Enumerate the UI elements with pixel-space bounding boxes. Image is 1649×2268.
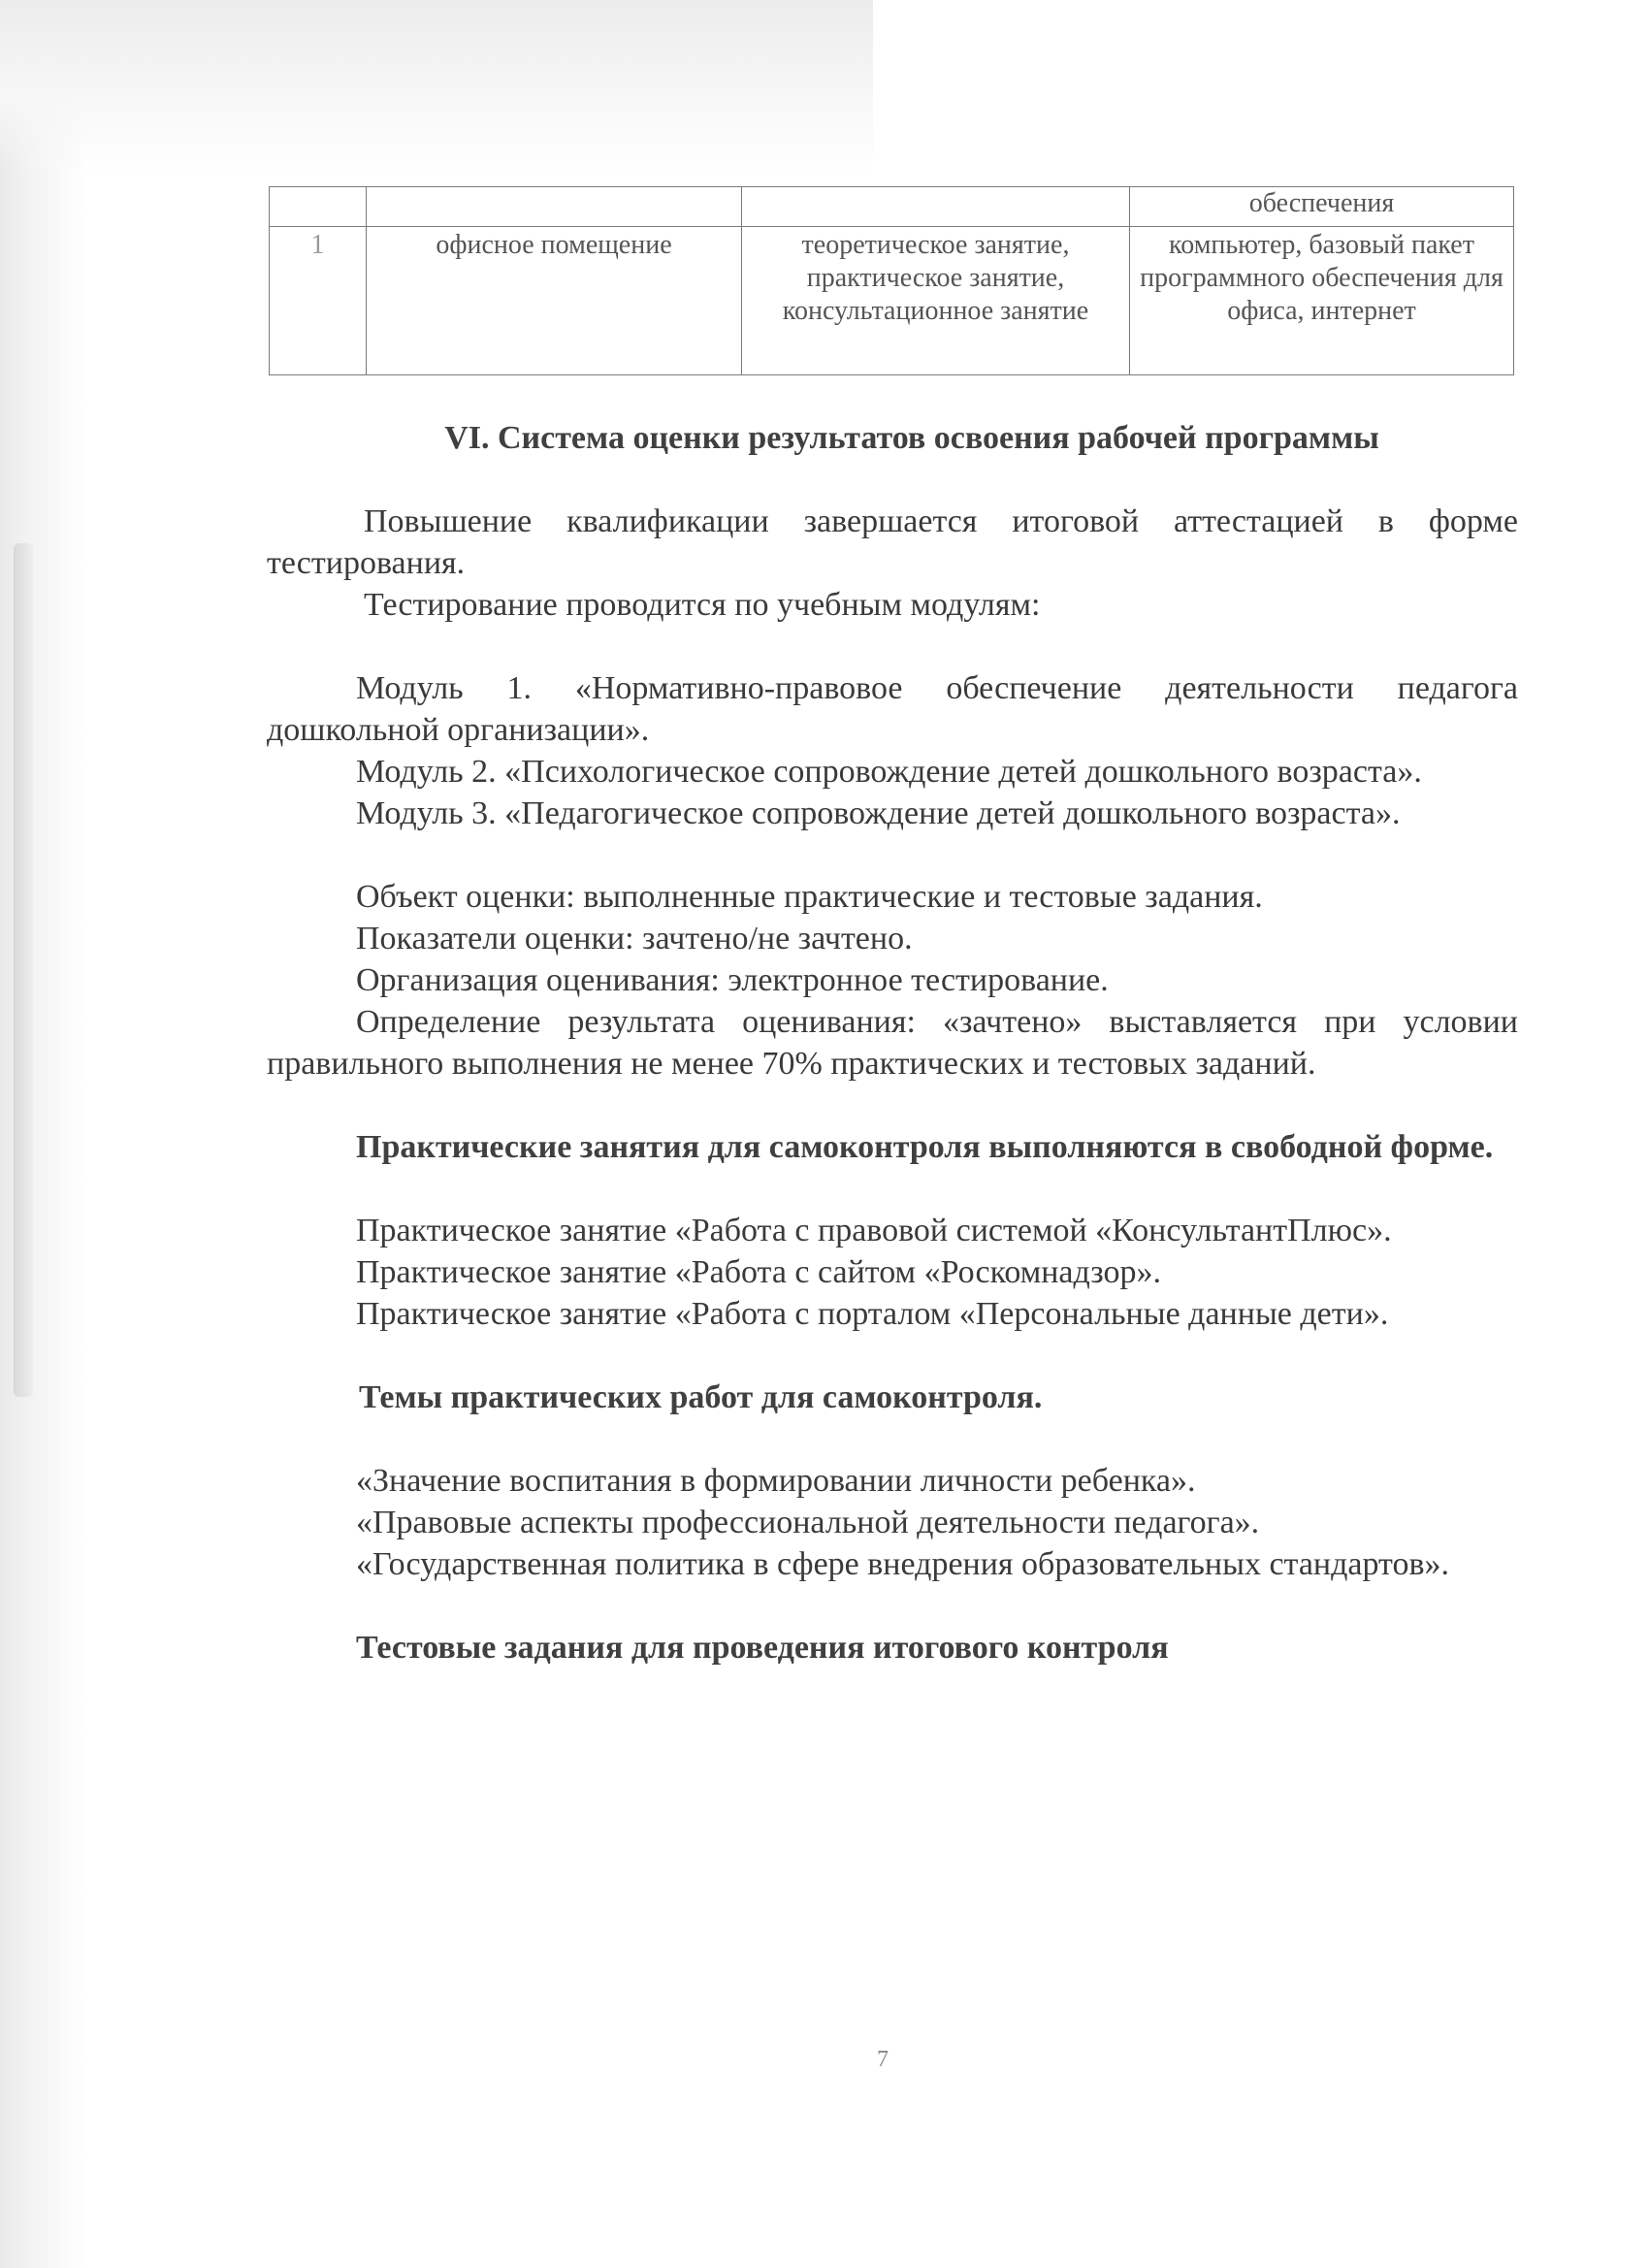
assessment-item: Организация оценивания: электронное тестирование. [356, 962, 1109, 998]
practice-item: Практическое занятие «Работа с порталом «Персональные данные дети». [356, 1296, 1389, 1332]
table-row [270, 227, 1514, 375]
table-cell [367, 187, 742, 227]
scan-edge-mark [14, 543, 33, 1397]
practice-item: Практическое занятие «Работа с сайтом «Роскомнадзор». [356, 1254, 1161, 1290]
resources-table [269, 186, 1514, 375]
equipment-cell: компьютер, базовый пакет программного обеспечения для офиса, интернет [1130, 227, 1514, 375]
topic-item: «Значение воспитания в формировании личности ребенка». [356, 1463, 1196, 1499]
table-cell: обеспечения [1130, 187, 1514, 227]
topic-item: «Государственная политика в сфере внедрения образовательных стандартов». [356, 1546, 1450, 1582]
section-content [267, 417, 1518, 1669]
module-item: Модуль 2. «Психологическое сопровождение детей дошкольного возраста». [356, 754, 1422, 790]
module-item: Модуль 1. «Нормативно-правовое обеспечение деятельности педагога дошкольной организации». [267, 670, 1518, 748]
practice-item: Практическое занятие «Работа с правовой системой «КонсультантПлюс». [356, 1213, 1392, 1248]
tests-heading: Тестовые задания для проведения итогового контроля [356, 1630, 1169, 1666]
topics-heading: Темы практических работ для самоконтроля. [359, 1379, 1043, 1415]
modules-intro: Тестирование проводится по учебным модулям: [364, 587, 1041, 623]
section-title: VI. Система оценки результатов освоения рабочей программы [444, 420, 1379, 456]
assessment-item: Показатели оценки: зачтено/не зачтено. [356, 921, 913, 956]
table-cell [742, 187, 1130, 227]
topic-item: «Правовые аспекты профессиональной деятельности педагога». [356, 1505, 1260, 1540]
table-header-row [270, 187, 1514, 227]
row-number: 1 [270, 227, 367, 375]
intro-paragraph: Повышение квалификации завершается итоговой аттестацией в форме тестирования. [267, 503, 1518, 581]
scan-shadow-top [0, 0, 873, 175]
assessment-item: Определение результата оценивания: «зачтено» выставляется при условии правильного выполнения не менее 70% практических и тестовых заданий. [267, 1004, 1518, 1082]
activities-cell: теоретическое занятие, практическое занятие, консультационное занятие [742, 227, 1130, 375]
module-item: Модуль 3. «Педагогическое сопровождение детей дошкольного возраста». [356, 795, 1401, 831]
page-number: 7 [877, 2047, 889, 2072]
practice-heading: Практические занятия для самоконтроля выполняются в свободной форме. [356, 1129, 1494, 1165]
room-cell: офисное помещение [367, 227, 742, 375]
table-cell [270, 187, 367, 227]
assessment-item: Объект оценки: выполненные практические и тестовые задания. [356, 879, 1263, 915]
